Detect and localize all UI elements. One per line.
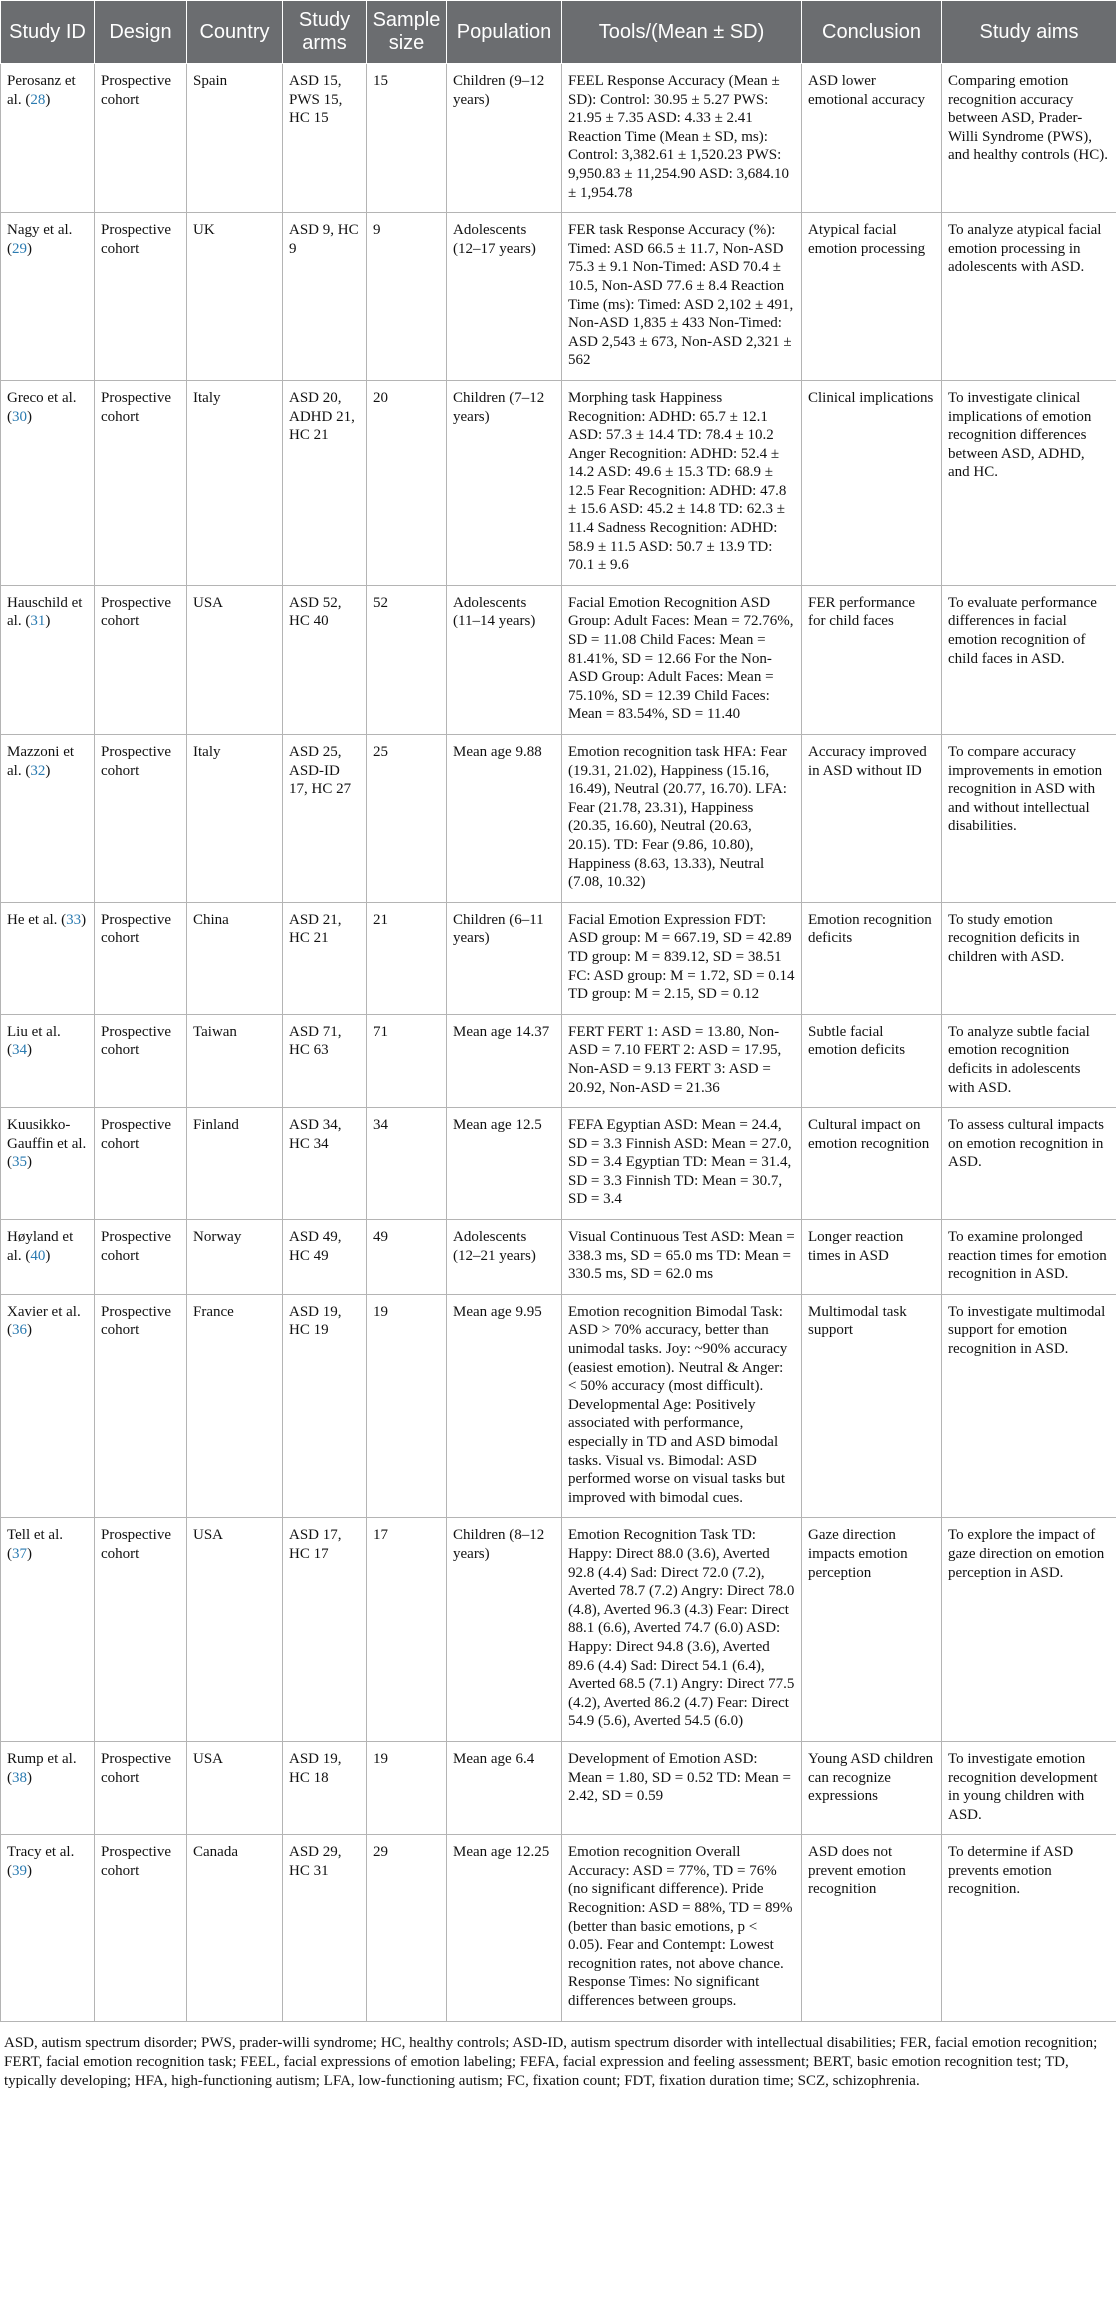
conclusion-cell: Clinical implications: [802, 380, 942, 585]
sample-size-cell: 21: [367, 902, 447, 1014]
study-arms-cell: ASD 9, HC 9: [283, 213, 367, 381]
study-id-cell: [1, 213, 95, 381]
column-header: Tools/(Mean ± SD): [562, 1, 802, 64]
reference-close: ): [27, 240, 32, 257]
reference-close: ): [45, 613, 51, 630]
study-aims-cell: To assess cultural impacts on emotion recognition in ASD.: [942, 1108, 1116, 1220]
conclusion-cell: FER performance for child faces: [802, 585, 942, 734]
study-id-cell: [1, 1294, 95, 1518]
table-row: [1, 902, 1116, 1014]
table-row: [1, 1014, 1116, 1107]
table-body: [1, 64, 1116, 2022]
sample-size-cell: 71: [367, 1014, 447, 1107]
table-row: [1, 735, 1116, 903]
table-row: [1, 213, 1116, 381]
sample-size-cell: 15: [367, 64, 447, 213]
country-cell: USA: [187, 1741, 283, 1834]
country-cell: Spain: [187, 64, 283, 213]
study-arms-cell: ASD 20, ADHD 21, HC 21: [283, 380, 367, 585]
population-cell: Mean age 12.25: [447, 1835, 562, 2021]
sample-size-cell: 19: [367, 1294, 447, 1518]
design-cell: Prospective cohort: [95, 1518, 187, 1742]
reference-close: ): [45, 1247, 51, 1264]
conclusion-cell: Atypical facial emotion processing: [802, 213, 942, 381]
conclusion-cell: Accuracy improved in ASD without ID: [802, 735, 942, 903]
study-aims-cell: To investigate emotion recognition development in young children with ASD.: [942, 1741, 1116, 1834]
study-aims-cell: To analyze atypical facial emotion processing in adolescents with ASD.: [942, 213, 1116, 381]
reference-close: ): [27, 408, 32, 425]
population-cell: Mean age 6.4: [447, 1741, 562, 1834]
study-arms-cell: ASD 25, ASD-ID 17, HC 27: [283, 735, 367, 903]
table-row: [1, 380, 1116, 585]
reference-link[interactable]: 28: [30, 91, 46, 108]
study-aims-cell: Comparing emotion recognition accuracy between ASD, Prader-Willi Syndrome (PWS), and healthy controls (HC).: [942, 64, 1116, 213]
study-arms-cell: ASD 49, HC 49: [283, 1220, 367, 1295]
study-author: Nagy et al. (: [7, 222, 73, 257]
study-arms-cell: ASD 15, PWS 15, HC 15: [283, 64, 367, 213]
design-cell: Prospective cohort: [95, 1835, 187, 2021]
study-author: Tell et al. (: [7, 1527, 64, 1562]
study-aims-cell: To examine prolonged reaction times for emotion recognition in ASD.: [942, 1220, 1116, 1295]
population-cell: Adolescents (11–14 years): [447, 585, 562, 734]
sample-size-cell: 49: [367, 1220, 447, 1295]
population-cell: Adolescents (12–21 years): [447, 1220, 562, 1295]
population-cell: Children (6–11 years): [447, 902, 562, 1014]
table-row: [1, 1835, 1116, 2021]
study-author: Hauschild et al. (: [7, 594, 83, 630]
sample-size-cell: 34: [367, 1108, 447, 1220]
tools-cell: Visual Continuous Test ASD: Mean = 338.3 ms, SD = 65.0 ms TD: Mean = 330.5 ms, SD = 62.0 ms: [562, 1220, 802, 1295]
design-cell: Prospective cohort: [95, 1014, 187, 1107]
country-cell: Italy: [187, 380, 283, 585]
conclusion-cell: ASD lower emotional accuracy: [802, 64, 942, 213]
study-author: He et al. (: [7, 911, 67, 928]
study-arms-cell: ASD 19, HC 19: [283, 1294, 367, 1518]
study-arms-cell: ASD 19, HC 18: [283, 1741, 367, 1834]
design-cell: Prospective cohort: [95, 380, 187, 585]
tools-cell: Facial Emotion Expression FDT: ASD group: M = 667.19, SD = 42.89 TD group: M = 839.12, SD = 38.51 FC: ASD group: M = 1.72, SD = 0.14 TD group: M = 2.15, SD = 0.12: [562, 902, 802, 1014]
study-aims-cell: To explore the impact of gaze direction on emotion perception in ASD.: [942, 1518, 1116, 1742]
conclusion-cell: ASD does not prevent emotion recognition: [802, 1835, 942, 2021]
tools-cell: Emotion recognition Overall Accuracy: ASD = 77%, TD = 76% (no significant difference). Pride Recognition: ASD = 88%, TD = 89% (better than basic emotions, p < 0.05). Fear and Contempt: Lowest recognition rates, not above chance. Response Times: No significant differences between groups.: [562, 1835, 802, 2021]
population-cell: Mean age 12.5: [447, 1108, 562, 1220]
column-header: Study ID: [1, 1, 95, 64]
reference-link[interactable]: 30: [12, 408, 27, 425]
country-cell: Canada: [187, 1835, 283, 2021]
population-cell: Children (7–12 years): [447, 380, 562, 585]
conclusion-cell: Emotion recognition deficits: [802, 902, 942, 1014]
tools-cell: Emotion Recognition Task TD: Happy: Direct 88.0 (3.6), Averted 92.8 (4.4) Sad: Direct 72.0 (7.2), Averted 78.7 (7.2) Angry: Direct 78.0 (4.8), Averted 96.3 (4.3) Fear: Direct 88.1 (6.6), Averted 74.7 (6.0) ASD: Happy: Direct 94.8 (3.6), Averted 89.6 (4.4) Sad: Direct 54.1 (6.4), Averted 68.5 (7.1) Angry: Direct 77.5 (4.2), Averted 86.2 (4.7) Fear: Direct 54.9 (5.6), Averted 54.5 (6.0): [562, 1518, 802, 1742]
study-arms-cell: ASD 29, HC 31: [283, 1835, 367, 2021]
reference-link[interactable]: 36: [12, 1322, 27, 1339]
country-cell: Taiwan: [187, 1014, 283, 1107]
reference-link[interactable]: 40: [30, 1247, 46, 1264]
tools-cell: Development of Emotion ASD: Mean = 1.80, SD = 0.52 TD: Mean = 2.42, SD = 0.59: [562, 1741, 802, 1834]
study-aims-cell: To investigate clinical implications of emotion recognition differences between ASD, ADHD, and HC.: [942, 380, 1116, 585]
reference-link[interactable]: 39: [12, 1862, 27, 1879]
reference-close: ): [81, 911, 87, 928]
study-aims-cell: To investigate multimodal support for emotion recognition in ASD.: [942, 1294, 1116, 1518]
table-row: [1, 64, 1116, 213]
tools-cell: FEEL Response Accuracy (Mean ± SD): Control: 30.95 ± 5.27 PWS: 21.95 ± 7.35 ASD: 4.33 ± 2.41 Reaction Time (Mean ± SD, ms): Control: 3,382.61 ± 1,520.23 PWS: 9,950.83 ± 11,254.90 ASD: 3,684.10 ± 1,954.78: [562, 64, 802, 213]
column-header: Conclusion: [802, 1, 942, 64]
study-author: Mazzoni et al. (: [7, 744, 75, 779]
design-cell: Prospective cohort: [95, 735, 187, 903]
table-row: [1, 585, 1116, 734]
conclusion-cell: Longer reaction times in ASD: [802, 1220, 942, 1295]
population-cell: Children (9–12 years): [447, 64, 562, 213]
column-header: Study aims: [942, 1, 1116, 64]
column-header: Population: [447, 1, 562, 64]
reference-link[interactable]: 34: [12, 1042, 27, 1059]
study-arms-cell: ASD 17, HC 17: [283, 1518, 367, 1742]
study-author: Høyland et al. (: [7, 1229, 74, 1264]
study-id-cell: [1, 1741, 95, 1834]
study-id-cell: [1, 585, 95, 734]
study-author: Tracy et al. (: [7, 1844, 75, 1879]
study-aims-cell: To analyze subtle facial emotion recognition deficits in adolescents with ASD.: [942, 1014, 1116, 1107]
table-row: [1, 1294, 1116, 1518]
reference-link[interactable]: 37: [12, 1545, 27, 1562]
conclusion-cell: Cultural impact on emotion recognition: [802, 1108, 942, 1220]
tools-cell: FER task Response Accuracy (%): Timed: ASD 66.5 ± 11.7, Non-ASD 75.3 ± 9.1 Non-Timed: ASD 70.4 ± 10.5, Non-ASD 77.6 ± 8.4 Reaction Time (ms): Timed: ASD 2,102 ± 491, Non-ASD 1,835 ± 433 Non-Timed: ASD 2,543 ± 673, Non-ASD 2,321 ± 562: [562, 213, 802, 381]
study-author: Greco et al. (: [7, 389, 77, 425]
population-cell: Mean age 14.37: [447, 1014, 562, 1107]
study-aims-cell: To study emotion recognition deficits in children with ASD.: [942, 902, 1116, 1014]
design-cell: Prospective cohort: [95, 213, 187, 381]
reference-close: ): [27, 1769, 32, 1786]
table-footnote: ASD, autism spectrum disorder; PWS, prader-willi syndrome; HC, healthy controls; ASD-ID, autism spectrum disorder with intellectual disabilities; FER, facial emotion recognition; FERT, facial emotion recognition task; FEEL, facial expressions of emotion labeling; FEFA, facial expression and feeling assessment; BERT, basic emotion recognition test; TD, typically developing; HFA, high-functioning autism; LFA, low-functioning autism; FC, fixation count; FDT, fixation duration time; SCZ, schizophrenia.: [4, 2034, 1098, 2089]
study-id-cell: [1, 1518, 95, 1742]
study-author: Rump et al. (: [7, 1750, 77, 1786]
reference-link[interactable]: 33: [66, 911, 82, 928]
tools-cell: FERT FERT 1: ASD = 13.80, Non-ASD = 7.10 FERT 2: ASD = 17.95, Non-ASD = 9.13 FERT 3: ASD = 20.92, Non-ASD = 21.36: [562, 1014, 802, 1107]
reference-close: ): [45, 91, 51, 108]
study-aims-cell: To determine if ASD prevents emotion recognition.: [942, 1835, 1116, 2021]
country-cell: Norway: [187, 1220, 283, 1295]
study-aims-cell: To compare accuracy improvements in emotion recognition in ASD with and without intellectual disabilities.: [942, 735, 1116, 903]
sample-size-cell: 29: [367, 1835, 447, 2021]
design-cell: Prospective cohort: [95, 902, 187, 1014]
study-id-cell: [1, 1835, 95, 2021]
sample-size-cell: 52: [367, 585, 447, 734]
study-author: Kuusikko-Gauffin et al. (: [7, 1117, 87, 1171]
country-cell: France: [187, 1294, 283, 1518]
reference-close: ): [45, 762, 51, 779]
study-arms-cell: ASD 71, HC 63: [283, 1014, 367, 1107]
sample-size-cell: 20: [367, 380, 447, 585]
table-row: [1, 1741, 1116, 1834]
study-id-cell: [1, 1014, 95, 1107]
tools-cell: Morphing task Happiness Recognition: ADHD: 65.7 ± 12.1 ASD: 57.3 ± 14.4 TD: 78.4 ± 10.2 Anger Recognition: ADHD: 52.4 ± 14.2 ASD: 49.6 ± 15.3 TD: 68.9 ± 12.5 Fear Recognition: ADHD: 47.8 ± 15.6 ASD: 45.2 ± 14.8 TD: 62.3 ± 11.4 Sadness Recognition: ADHD: 58.9 ± 11.5 ASD: 50.7 ± 13.9 TD: 70.1 ± 9.6: [562, 380, 802, 585]
column-header: Country: [187, 1, 283, 64]
study-id-cell: [1, 1108, 95, 1220]
tools-cell: FEFA Egyptian ASD: Mean = 24.4, SD = 3.3 Finnish ASD: Mean = 27.0, SD = 3.4 Egyptian TD: Mean = 31.4, SD = 3.3 Finnish TD: Mean = 30.7, SD = 3.4: [562, 1108, 802, 1220]
table-row: [1, 1220, 1116, 1295]
conclusion-cell: Young ASD children can recognize expressions: [802, 1741, 942, 1834]
study-author: Xavier et al. (: [7, 1303, 81, 1339]
reference-link[interactable]: 32: [30, 762, 46, 779]
country-cell: USA: [187, 1518, 283, 1742]
design-cell: Prospective cohort: [95, 1220, 187, 1295]
reference-link[interactable]: 35: [12, 1154, 27, 1171]
design-cell: Prospective cohort: [95, 64, 187, 213]
design-cell: Prospective cohort: [95, 1108, 187, 1220]
population-cell: Mean age 9.95: [447, 1294, 562, 1518]
study-id-cell: [1, 735, 95, 903]
tools-cell: Facial Emotion Recognition ASD Group: Adult Faces: Mean = 72.76%, SD = 11.08 Child Faces: Mean = 81.41%, SD = 12.66 For the Non-ASD Group: Adult Faces: Mean = 75.10%, SD = 12.39 Child Faces: Mean = 83.54%, SD = 11.40: [562, 585, 802, 734]
sample-size-cell: 25: [367, 735, 447, 903]
study-arms-cell: ASD 34, HC 34: [283, 1108, 367, 1220]
tools-cell: Emotion recognition Bimodal Task: ASD > 70% accuracy, better than unimodal tasks. Joy: ~90% accuracy (easiest emotion). Neutral & Anger: < 50% accuracy (most difficult). Developmental Age: Positively associated with performance, especially in TD and ASD bimodal tasks. Visual vs. Bimodal: ASD performed worse on visual tasks but improved with bimodal cues.: [562, 1294, 802, 1518]
conclusion-cell: Multimodal task support: [802, 1294, 942, 1518]
country-cell: USA: [187, 585, 283, 734]
reference-close: ): [27, 1862, 32, 1879]
table-row: [1, 1108, 1116, 1220]
country-cell: China: [187, 902, 283, 1014]
header-row: [1, 1, 1116, 64]
column-header: Sample size: [367, 1, 447, 64]
column-header: Design: [95, 1, 187, 64]
reference-link[interactable]: 31: [30, 613, 46, 630]
population-cell: Mean age 9.88: [447, 735, 562, 903]
study-arms-cell: ASD 52, HC 40: [283, 585, 367, 734]
conclusion-cell: Subtle facial emotion deficits: [802, 1014, 942, 1107]
conclusion-cell: Gaze direction impacts emotion perception: [802, 1518, 942, 1742]
reference-close: ): [27, 1154, 32, 1171]
study-id-cell: [1, 1220, 95, 1295]
table-header: [1, 1, 1116, 64]
country-cell: Finland: [187, 1108, 283, 1220]
study-id-cell: [1, 64, 95, 213]
study-id-cell: [1, 380, 95, 585]
table-row: [1, 1518, 1116, 1742]
population-cell: Children (8–12 years): [447, 1518, 562, 1742]
country-cell: Italy: [187, 735, 283, 903]
reference-link[interactable]: 38: [12, 1769, 27, 1786]
sample-size-cell: 9: [367, 213, 447, 381]
study-author: Perosanz et al. (: [7, 73, 76, 108]
study-arms-cell: ASD 21, HC 21: [283, 902, 367, 1014]
population-cell: Adolescents (12–17 years): [447, 213, 562, 381]
tools-cell: Emotion recognition task HFA: Fear (19.31, 21.02), Happiness (15.16, 16.49), Neutral (20.77, 16.70). LFA: Fear (21.78, 23.31), Happiness (20.35, 16.60), Neutral (20.63, 20.15). TD: Fear (9.86, 10.80), Happiness (8.63, 13.33), Neutral (7.08, 10.32): [562, 735, 802, 903]
study-author: Liu et al. (: [7, 1023, 61, 1059]
sample-size-cell: 19: [367, 1741, 447, 1834]
reference-close: ): [27, 1322, 32, 1339]
country-cell: UK: [187, 213, 283, 381]
column-header: Study arms: [283, 1, 367, 64]
design-cell: Prospective cohort: [95, 1741, 187, 1834]
study-id-cell: [1, 902, 95, 1014]
reference-close: ): [27, 1545, 32, 1562]
study-aims-cell: To evaluate performance differences in facial emotion recognition of child faces in ASD.: [942, 585, 1116, 734]
sample-size-cell: 17: [367, 1518, 447, 1742]
design-cell: Prospective cohort: [95, 585, 187, 734]
reference-link[interactable]: 29: [12, 240, 27, 257]
design-cell: Prospective cohort: [95, 1294, 187, 1518]
reference-close: ): [27, 1042, 32, 1059]
